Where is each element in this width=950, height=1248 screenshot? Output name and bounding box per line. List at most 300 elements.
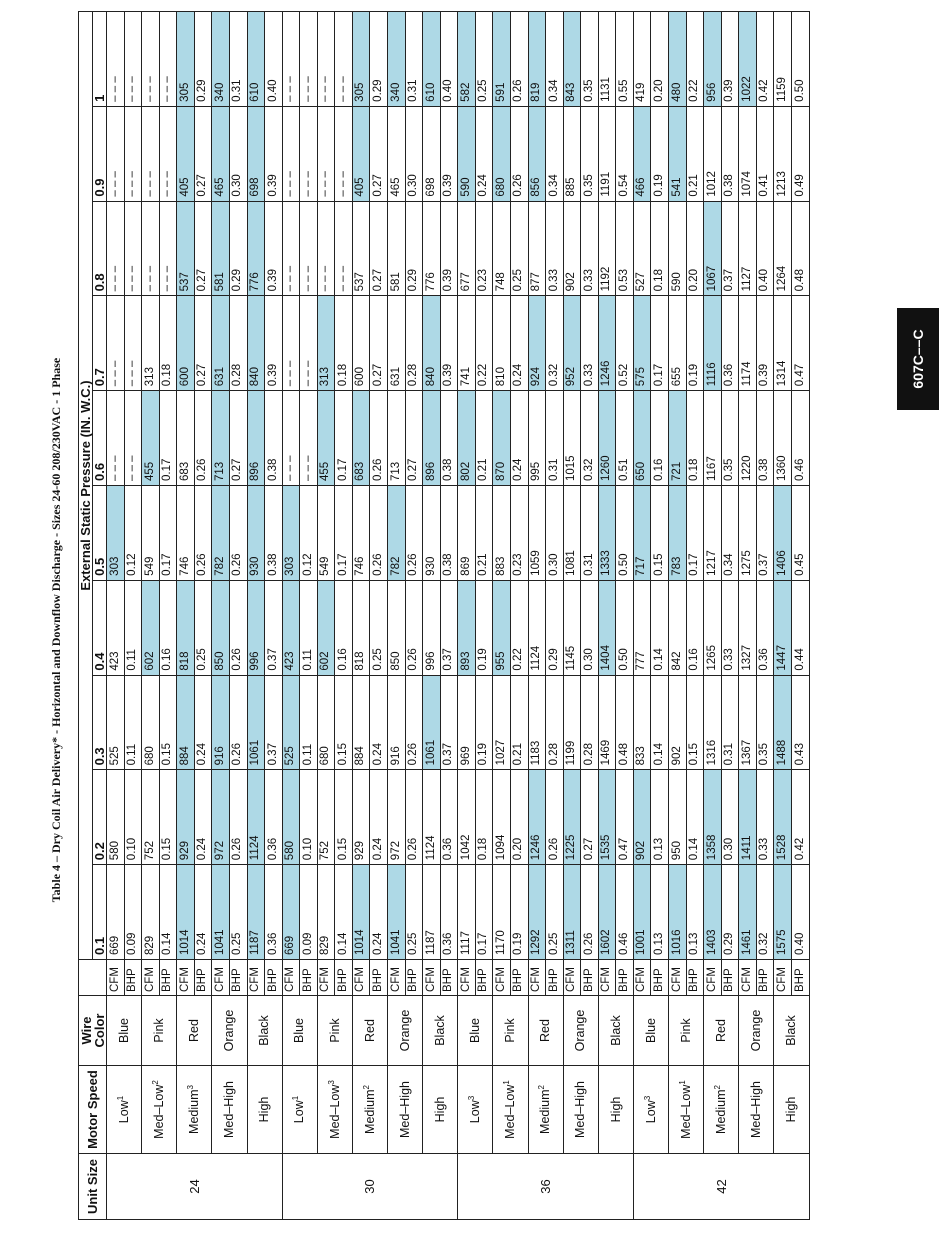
- bhp-value-cell: 0.28: [229, 296, 247, 391]
- cfm-value-cell: 340: [388, 12, 406, 107]
- bhp-value-cell: 0.10: [124, 770, 142, 865]
- cfm-value-cell: 590: [458, 106, 476, 201]
- table-row: [247, 12, 265, 1220]
- cfm-value-cell: 955: [493, 580, 511, 675]
- bhp-label-cell: BHP: [265, 960, 283, 996]
- cfm-value-cell: 1014: [177, 865, 195, 960]
- bhp-value-cell: 0.33: [546, 201, 564, 296]
- bhp-label-cell: BHP: [405, 960, 423, 996]
- bhp-value-cell: 0.47: [616, 770, 634, 865]
- cfm-value-cell: 581: [212, 201, 230, 296]
- bhp-value-cell: 0.21: [475, 391, 493, 486]
- unit-size-cell: 30: [282, 1154, 458, 1220]
- cfm-value-cell: 303: [282, 486, 300, 581]
- bhp-value-cell: 0.51: [616, 391, 634, 486]
- cfm-value-cell: 1333: [598, 486, 616, 581]
- cfm-value-cell: 1041: [388, 865, 406, 960]
- motor-speed-cell: [247, 1066, 282, 1154]
- motor-speed-cell: [739, 1066, 774, 1154]
- bhp-label-cell: BHP: [546, 960, 564, 996]
- motor-speed-label: High: [257, 1096, 272, 1123]
- bhp-value-cell: 0.48: [616, 675, 634, 770]
- footnote-marker: 3: [326, 1080, 336, 1085]
- bhp-value-cell: 0.26: [194, 391, 212, 486]
- cfm-value-cell: 591: [493, 12, 511, 107]
- wire-color-cell: Red: [177, 996, 212, 1066]
- bhp-value-cell: 0.39: [265, 106, 283, 201]
- bhp-value-cell: 0.35: [721, 391, 739, 486]
- pressure-col-header: 0.7: [93, 296, 107, 391]
- bhp-value-cell: 0.18: [686, 391, 704, 486]
- bhp-value-cell: 0.33: [581, 201, 599, 296]
- footnote-marker: 3: [642, 1095, 652, 1101]
- motor-speed-cell: [528, 1066, 563, 1154]
- cfm-value-cell: 1170: [493, 865, 511, 960]
- bhp-label-cell: BHP: [651, 960, 669, 996]
- cfm-label-cell: CFM: [528, 960, 546, 996]
- cfm-value-cell: 1124: [247, 770, 265, 865]
- bhp-value-cell: 0.37: [756, 486, 774, 581]
- bhp-value-cell: 0.29: [229, 201, 247, 296]
- bhp-value-cell: 0.32: [581, 391, 599, 486]
- bhp-value-cell: 0.31: [546, 391, 564, 486]
- cfm-value-cell: 777: [633, 580, 651, 675]
- bhp-value-cell: 0.19: [475, 580, 493, 675]
- bhp-value-cell: – – –: [124, 391, 142, 486]
- cfm-value-cell: 549: [142, 486, 160, 581]
- bhp-value-cell: 0.39: [721, 12, 739, 107]
- cfm-value-cell: 1014: [352, 865, 370, 960]
- bhp-label-cell: BHP: [475, 960, 493, 996]
- bhp-value-cell: 0.27: [581, 770, 599, 865]
- cfm-value-cell: 1074: [739, 106, 757, 201]
- cfm-value-cell: – – –: [107, 12, 125, 107]
- cfm-value-cell: 782: [212, 486, 230, 581]
- bhp-value-cell: 0.24: [510, 296, 528, 391]
- motor-speed-label: Med–High: [749, 1081, 764, 1138]
- bhp-value-cell: 0.39: [440, 296, 458, 391]
- bhp-value-cell: 0.15: [159, 770, 177, 865]
- wire-color-cell: Red: [352, 996, 387, 1066]
- cfm-value-cell: 752: [142, 770, 160, 865]
- cfm-value-cell: 600: [177, 296, 195, 391]
- cfm-value-cell: 1067: [704, 201, 722, 296]
- cfm-value-cell: 810: [493, 296, 511, 391]
- cfm-value-cell: 669: [107, 865, 125, 960]
- bhp-value-cell: 0.27: [370, 106, 388, 201]
- pressure-col-header: 0.5: [93, 486, 107, 581]
- cfm-value-cell: 582: [458, 12, 476, 107]
- motor-speed-label: Med–Low: [327, 1084, 342, 1139]
- bhp-value-cell: 0.17: [159, 486, 177, 581]
- cfm-value-cell: 956: [704, 12, 722, 107]
- cfm-value-cell: 527: [633, 201, 651, 296]
- cfm-value-cell: 525: [107, 675, 125, 770]
- pressure-col-header: 0.4: [93, 580, 107, 675]
- bhp-value-cell: 0.17: [686, 486, 704, 581]
- cfm-value-cell: 305: [177, 12, 195, 107]
- cfm-value-cell: 1260: [598, 391, 616, 486]
- bhp-value-cell: 0.24: [510, 391, 528, 486]
- bhp-value-cell: 0.30: [721, 770, 739, 865]
- bhp-label-cell: BHP: [791, 960, 809, 996]
- motor-speed-label: Med–Low: [151, 1084, 166, 1139]
- bhp-value-cell: 0.22: [510, 580, 528, 675]
- motor-speed-cell: [107, 1066, 142, 1154]
- footnote-marker: 1: [115, 1095, 125, 1101]
- cfm-value-cell: – – –: [107, 201, 125, 296]
- bhp-value-cell: 0.26: [546, 770, 564, 865]
- bhp-value-cell: 0.38: [440, 391, 458, 486]
- bhp-label-cell: BHP: [686, 960, 704, 996]
- cfm-value-cell: – – –: [282, 296, 300, 391]
- bhp-value-cell: 0.40: [756, 201, 774, 296]
- bhp-value-cell: 0.36: [265, 770, 283, 865]
- cfm-value-cell: 1246: [598, 296, 616, 391]
- bhp-value-cell: 0.09: [124, 865, 142, 960]
- cfm-value-cell: 1012: [704, 106, 722, 201]
- bhp-value-cell: 0.30: [581, 580, 599, 675]
- bhp-value-cell: 0.45: [791, 486, 809, 581]
- bhp-value-cell: 0.18: [335, 296, 353, 391]
- bhp-value-cell: 0.35: [756, 675, 774, 770]
- footnote-marker: 1: [502, 1080, 512, 1085]
- cfm-value-cell: 843: [563, 12, 581, 107]
- bhp-value-cell: 0.36: [756, 580, 774, 675]
- bhp-value-cell: 0.27: [194, 106, 212, 201]
- bhp-value-cell: 0.27: [229, 391, 247, 486]
- cfm-value-cell: 1447: [774, 580, 792, 675]
- bhp-value-cell: 0.18: [651, 201, 669, 296]
- bhp-value-cell: 0.15: [686, 675, 704, 770]
- cfm-value-cell: 782: [388, 486, 406, 581]
- wire-color-cell: Black: [247, 996, 282, 1066]
- cfm-value-cell: 893: [458, 580, 476, 675]
- bhp-value-cell: 0.09: [300, 865, 318, 960]
- unit-size-cell: 24: [107, 1154, 283, 1220]
- bhp-value-cell: – – –: [124, 106, 142, 201]
- motor-speed-label: Medium: [187, 1089, 202, 1134]
- bhp-value-cell: 0.37: [265, 580, 283, 675]
- cfm-value-cell: 631: [212, 296, 230, 391]
- bhp-value-cell: 0.26: [229, 675, 247, 770]
- cfm-value-cell: 776: [423, 201, 441, 296]
- cfm-value-cell: 746: [352, 486, 370, 581]
- cfm-value-cell: 677: [458, 201, 476, 296]
- table-row: [282, 12, 300, 1220]
- cfm-value-cell: 1246: [528, 770, 546, 865]
- cfm-value-cell: 680: [317, 675, 335, 770]
- cfm-value-cell: 1199: [563, 675, 581, 770]
- bhp-label-cell: BHP: [440, 960, 458, 996]
- bhp-value-cell: 0.14: [159, 865, 177, 960]
- cfm-value-cell: 698: [423, 106, 441, 201]
- bhp-label-cell: BHP: [335, 960, 353, 996]
- cfm-value-cell: 929: [352, 770, 370, 865]
- cfm-label-cell: CFM: [774, 960, 792, 996]
- cfm-value-cell: – – –: [107, 106, 125, 201]
- motor-speed-label: Med–High: [222, 1081, 237, 1138]
- motor-speed-cell: [177, 1066, 212, 1154]
- cfm-label-cell: CFM: [388, 960, 406, 996]
- wire-color-cell: Pink: [142, 996, 177, 1066]
- table-row: [212, 12, 230, 1220]
- bhp-value-cell: 0.25: [229, 865, 247, 960]
- wire-color-cell: Blue: [282, 996, 317, 1066]
- pressure-col-header: 0.2: [93, 770, 107, 865]
- bhp-value-cell: 0.34: [546, 106, 564, 201]
- motor-speed-label: High: [432, 1096, 447, 1123]
- motor-speed-cell: [633, 1066, 668, 1154]
- cfm-value-cell: 850: [388, 580, 406, 675]
- bhp-value-cell: 0.26: [405, 580, 423, 675]
- bhp-value-cell: 0.30: [405, 106, 423, 201]
- table-row: [423, 12, 441, 1220]
- bhp-value-cell: 0.30: [229, 106, 247, 201]
- motor-speed-cell: [598, 1066, 633, 1154]
- motor-speed-label: High: [608, 1096, 623, 1123]
- motor-speed-label: Medium: [713, 1089, 728, 1134]
- cfm-value-cell: 537: [352, 201, 370, 296]
- bhp-value-cell: 0.14: [335, 865, 353, 960]
- bhp-value-cell: 0.38: [721, 106, 739, 201]
- motor-speed-cell: [317, 1066, 352, 1154]
- cfm-value-cell: 1528: [774, 770, 792, 865]
- cfm-value-cell: 1327: [739, 580, 757, 675]
- bhp-value-cell: 0.33: [721, 580, 739, 675]
- cfm-value-cell: 1217: [704, 486, 722, 581]
- cfm-value-cell: 924: [528, 296, 546, 391]
- table-row: [598, 12, 616, 1220]
- motor-speed-label: Medium: [538, 1089, 553, 1134]
- motor-speed-label: Low: [643, 1100, 658, 1124]
- bhp-value-cell: 0.24: [370, 675, 388, 770]
- cfm-value-cell: 752: [317, 770, 335, 865]
- bhp-value-cell: 0.39: [440, 201, 458, 296]
- cfm-value-cell: 1314: [774, 296, 792, 391]
- bhp-value-cell: 0.20: [510, 770, 528, 865]
- cfm-value-cell: 1469: [598, 675, 616, 770]
- bhp-value-cell: – – –: [124, 296, 142, 391]
- cfm-value-cell: 783: [669, 486, 687, 581]
- cfm-value-cell: 1027: [493, 675, 511, 770]
- bhp-value-cell: 0.19: [510, 865, 528, 960]
- cfm-value-cell: – – –: [142, 201, 160, 296]
- cfm-value-cell: 896: [423, 391, 441, 486]
- motor-speed-cell: [212, 1066, 247, 1154]
- bhp-value-cell: 0.28: [581, 675, 599, 770]
- wire-color-cell: Black: [774, 996, 810, 1066]
- footnote-marker: 3: [185, 1085, 195, 1090]
- footnote-marker: 1: [677, 1080, 687, 1085]
- bhp-value-cell: 0.26: [405, 486, 423, 581]
- cfm-value-cell: 1124: [423, 770, 441, 865]
- table-row: [493, 12, 511, 1220]
- bhp-value-cell: 0.32: [546, 296, 564, 391]
- cfm-label-cell: CFM: [212, 960, 230, 996]
- cfm-value-cell: – – –: [282, 12, 300, 107]
- bhp-value-cell: 0.37: [721, 201, 739, 296]
- bhp-value-cell: – – –: [300, 296, 318, 391]
- cfm-value-cell: 1488: [774, 675, 792, 770]
- bhp-value-cell: 0.27: [370, 296, 388, 391]
- table-row: [774, 12, 792, 1220]
- bhp-value-cell: 0.26: [229, 486, 247, 581]
- cfm-value-cell: 1131: [598, 12, 616, 107]
- cfm-value-cell: 549: [317, 486, 335, 581]
- cfm-value-cell: 581: [388, 201, 406, 296]
- bhp-value-cell: 0.42: [791, 770, 809, 865]
- cfm-label-cell: CFM: [423, 960, 441, 996]
- table-row: [704, 12, 722, 1220]
- bhp-value-cell: 0.50: [616, 486, 634, 581]
- bhp-value-cell: 0.11: [124, 675, 142, 770]
- cfm-value-cell: 650: [633, 391, 651, 486]
- motor-speed-cell: [563, 1066, 598, 1154]
- bhp-value-cell: 0.30: [546, 486, 564, 581]
- cfm-value-cell: – – –: [317, 106, 335, 201]
- wire-color-header: Wire Color: [79, 996, 107, 1066]
- cfm-value-cell: 850: [212, 580, 230, 675]
- cfm-value-cell: 1167: [704, 391, 722, 486]
- wire-color-cell: Blue: [107, 996, 142, 1066]
- cfm-label-cell: CFM: [458, 960, 476, 996]
- cfm-value-cell: 405: [177, 106, 195, 201]
- cfm-value-cell: 1275: [739, 486, 757, 581]
- bhp-value-cell: 0.29: [546, 580, 564, 675]
- bhp-value-cell: 0.38: [440, 486, 458, 581]
- cfm-value-cell: 405: [352, 106, 370, 201]
- cfm-value-cell: – – –: [282, 106, 300, 201]
- air-delivery-table: [78, 11, 810, 1220]
- bhp-value-cell: 0.15: [159, 675, 177, 770]
- table-row: [739, 12, 757, 1220]
- pressure-col-header: 0.3: [93, 675, 107, 770]
- bhp-value-cell: 0.19: [651, 106, 669, 201]
- bhp-value-cell: – – –: [300, 201, 318, 296]
- table-row: [107, 12, 125, 1220]
- bhp-value-cell: 0.24: [194, 675, 212, 770]
- bhp-label-cell: BHP: [616, 960, 634, 996]
- bhp-label-cell: BHP: [124, 960, 142, 996]
- bhp-value-cell: 0.21: [686, 106, 704, 201]
- bhp-value-cell: 0.15: [335, 675, 353, 770]
- bhp-value-cell: 0.21: [475, 486, 493, 581]
- bhp-value-cell: 0.36: [440, 865, 458, 960]
- cfm-label-cell: CFM: [247, 960, 265, 996]
- cfm-value-cell: 580: [107, 770, 125, 865]
- cfm-label-cell: CFM: [598, 960, 616, 996]
- bhp-value-cell: – – –: [159, 106, 177, 201]
- wire-color-cell: Blue: [633, 996, 668, 1066]
- bhp-value-cell: 0.29: [721, 865, 739, 960]
- bhp-label-cell: BHP: [229, 960, 247, 996]
- cfm-value-cell: 1265: [704, 580, 722, 675]
- cfm-value-cell: 303: [107, 486, 125, 581]
- cfm-value-cell: 1292: [528, 865, 546, 960]
- cfm-value-cell: 818: [177, 580, 195, 675]
- bhp-value-cell: 0.24: [370, 770, 388, 865]
- bhp-value-cell: 0.25: [510, 201, 528, 296]
- bhp-value-cell: 0.26: [405, 770, 423, 865]
- cfm-value-cell: 1016: [669, 865, 687, 960]
- cfm-value-cell: 1117: [458, 865, 476, 960]
- cfm-value-cell: 877: [528, 201, 546, 296]
- motor-speed-label: Low: [468, 1100, 483, 1124]
- cfm-value-cell: 1367: [739, 675, 757, 770]
- bhp-value-cell: – – –: [124, 201, 142, 296]
- bhp-value-cell: 0.26: [510, 12, 528, 107]
- bhp-label-cell: BHP: [721, 960, 739, 996]
- wire-color-cell: Pink: [317, 996, 352, 1066]
- bhp-value-cell: 0.37: [265, 675, 283, 770]
- cfm-label-cell: CFM: [739, 960, 757, 996]
- cfm-value-cell: 1059: [528, 486, 546, 581]
- bhp-value-cell: 0.36: [265, 865, 283, 960]
- cfm-value-cell: 419: [633, 12, 651, 107]
- bhp-value-cell: 0.33: [756, 770, 774, 865]
- cfm-value-cell: 1575: [774, 865, 792, 960]
- cfm-value-cell: – – –: [142, 106, 160, 201]
- bhp-value-cell: 0.14: [651, 675, 669, 770]
- bhp-value-cell: 0.13: [651, 770, 669, 865]
- cfm-value-cell: 969: [458, 675, 476, 770]
- bhp-value-cell: – – –: [300, 391, 318, 486]
- cfm-value-cell: – – –: [282, 391, 300, 486]
- cfm-value-cell: 1220: [739, 391, 757, 486]
- table-row: [669, 12, 687, 1220]
- pressure-col-header: 0.6: [93, 391, 107, 486]
- cfm-label-cell: CFM: [352, 960, 370, 996]
- cfm-value-cell: 1174: [739, 296, 757, 391]
- cfm-value-cell: 1042: [458, 770, 476, 865]
- table-row: [317, 12, 335, 1220]
- cfm-value-cell: 698: [247, 106, 265, 201]
- bhp-value-cell: 0.40: [265, 12, 283, 107]
- cfm-value-cell: 1358: [704, 770, 722, 865]
- bhp-value-cell: 0.25: [475, 12, 493, 107]
- motor-speed-header: Motor Speed: [79, 1066, 107, 1154]
- bhp-value-cell: 0.23: [475, 201, 493, 296]
- bhp-value-cell: 0.43: [791, 675, 809, 770]
- bhp-value-cell: 0.15: [651, 486, 669, 581]
- cfm-value-cell: 713: [212, 391, 230, 486]
- cfm-value-cell: 1015: [563, 391, 581, 486]
- bhp-value-cell: 0.23: [510, 486, 528, 581]
- bhp-label-cell: BHP: [756, 960, 774, 996]
- bhp-value-cell: 0.26: [405, 675, 423, 770]
- cfm-value-cell: 655: [669, 296, 687, 391]
- cfm-value-cell: 972: [212, 770, 230, 865]
- bhp-value-cell: 0.36: [440, 770, 458, 865]
- cfm-value-cell: 713: [388, 391, 406, 486]
- cfm-value-cell: 916: [388, 675, 406, 770]
- bhp-value-cell: 0.39: [440, 106, 458, 201]
- cfm-value-cell: 575: [633, 296, 651, 391]
- cfm-value-cell: 1183: [528, 675, 546, 770]
- rotated-table-container: [78, 11, 810, 1220]
- cfm-label-cell: CFM: [633, 960, 651, 996]
- bhp-value-cell: 0.48: [791, 201, 809, 296]
- cfm-value-cell: 340: [212, 12, 230, 107]
- bhp-value-cell: 0.26: [194, 486, 212, 581]
- cfm-value-cell: 466: [633, 106, 651, 201]
- cfm-label-cell: CFM: [563, 960, 581, 996]
- cfm-value-cell: 1360: [774, 391, 792, 486]
- table-row: [177, 12, 195, 1220]
- bhp-value-cell: 0.24: [370, 865, 388, 960]
- bhp-value-cell: 0.26: [229, 580, 247, 675]
